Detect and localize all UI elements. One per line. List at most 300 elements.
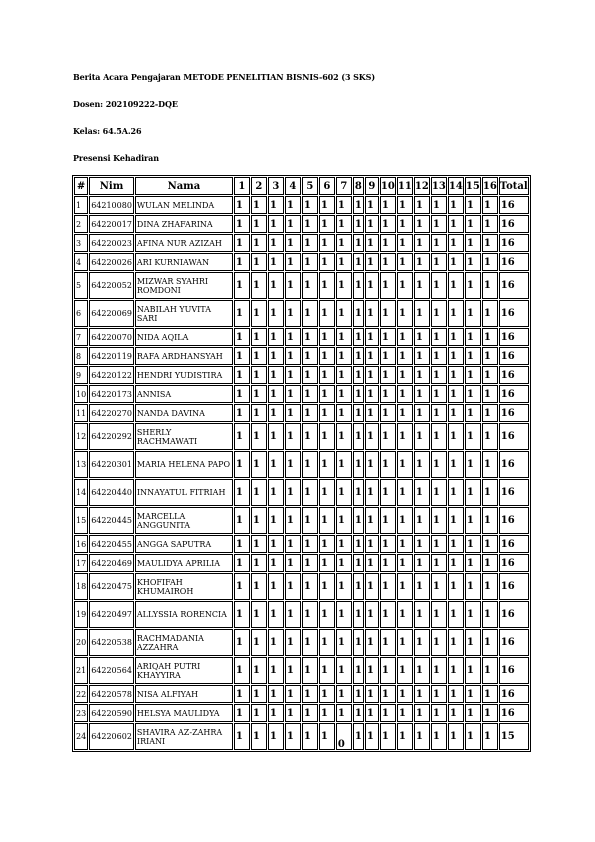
attendance-cell: 1 [268,272,284,299]
row-number: 13 [74,451,88,478]
attendance-cell: 1 [285,657,301,684]
attendance-cell: 1 [431,253,447,271]
attendance-cell: 1 [353,601,364,628]
attendance-cell: 1 [465,723,481,750]
attendance-cell: 1 [482,300,498,327]
attendance-total: 16 [499,366,529,384]
attendance-cell: 1 [365,215,379,233]
table-row [74,328,529,346]
student-name: AFINA NUR AZIZAH [135,234,233,252]
attendance-cell: 1 [234,704,250,722]
student-nim: 64220301 [89,451,134,478]
attendance-cell: 1 [397,601,413,628]
attendance-cell: 1 [482,479,498,506]
attendance-cell: 1 [268,328,284,346]
attendance-cell: 1 [285,328,301,346]
attendance-cell: 1 [448,451,464,478]
attendance-cell: 1 [482,385,498,403]
table-row [74,272,529,299]
attendance-cell: 1 [380,685,396,703]
attendance-cell: 1 [397,629,413,656]
attendance-cell: 1 [268,300,284,327]
student-name: INNAYATUL FITRIAH [135,479,233,506]
attendance-cell: 1 [302,507,318,534]
attendance-cell: 1 [353,196,364,214]
attendance-cell: 1 [380,723,396,750]
attendance-cell: 1 [380,215,396,233]
row-number: 8 [74,347,88,365]
attendance-cell: 1 [319,535,335,553]
attendance-cell: 1 [365,573,379,600]
attendance-total: 16 [499,535,529,553]
col-header-meeting-12: 12 [414,177,430,195]
col-header-meeting-14: 14 [448,177,464,195]
attendance-cell: 1 [414,423,430,450]
attendance-cell: 1 [268,423,284,450]
attendance-cell: 1 [234,300,250,327]
attendance-cell: 1 [465,554,481,572]
attendance-total: 16 [499,300,529,327]
attendance-cell: 1 [234,215,250,233]
attendance-cell: 1 [319,573,335,600]
attendance-cell: 1 [431,554,447,572]
attendance-cell: 1 [414,234,430,252]
student-nim: 64220440 [89,479,134,506]
attendance-cell: 1 [285,704,301,722]
attendance-cell: 1 [414,507,430,534]
row-number: 7 [74,328,88,346]
attendance-total: 15 [499,723,529,750]
student-nim: 64220270 [89,404,134,422]
attendance-cell: 1 [414,385,430,403]
attendance-cell: 1 [465,253,481,271]
attendance-cell: 1 [380,573,396,600]
attendance-cell: 1 [234,554,250,572]
attendance-cell: 1 [365,723,379,750]
attendance-cell: 1 [353,507,364,534]
attendance-cell: 1 [234,234,250,252]
table-row [74,451,529,478]
attendance-cell: 1 [319,347,335,365]
attendance-cell: 1 [234,385,250,403]
col-header-meeting-7: 7 [336,177,352,195]
attendance-cell: 1 [285,272,301,299]
attendance-cell: 1 [448,535,464,553]
table-row [74,685,529,703]
attendance-cell: 1 [234,423,250,450]
attendance-cell: 1 [234,657,250,684]
attendance-cell: 1 [268,685,284,703]
attendance-cell: 1 [353,629,364,656]
col-header-meeting-16: 16 [482,177,498,195]
attendance-cell: 1 [465,451,481,478]
attendance-cell: 1 [414,573,430,600]
attendance-total: 16 [499,272,529,299]
attendance-cell: 1 [336,479,352,506]
attendance-cell: 1 [268,507,284,534]
attendance-cell: 1 [302,404,318,422]
attendance-cell: 1 [482,704,498,722]
attendance-cell: 1 [319,272,335,299]
table-row [74,234,529,252]
attendance-cell: 1 [285,385,301,403]
table-row [74,601,529,628]
attendance-cell: 1 [465,629,481,656]
attendance-cell: 1 [302,300,318,327]
attendance-total: 16 [499,685,529,703]
row-number: 14 [74,479,88,506]
attendance-cell: 1 [465,657,481,684]
student-nim: 64220017 [89,215,134,233]
attendance-cell: 1 [431,347,447,365]
attendance-cell: 1 [380,535,396,553]
attendance-cell: 1 [465,385,481,403]
table-row [74,507,529,534]
attendance-cell: 1 [365,300,379,327]
table-row [74,629,529,656]
student-nim: 64220292 [89,423,134,450]
col-header-meeting-8: 8 [353,177,364,195]
attendance-cell: 1 [465,573,481,600]
attendance-cell: 1 [431,300,447,327]
attendance-cell: 1 [397,704,413,722]
attendance-cell: 1 [414,253,430,271]
attendance-cell: 1 [365,704,379,722]
attendance-cell: 1 [336,234,352,252]
attendance-cell: 1 [448,300,464,327]
attendance-cell: 1 [353,479,364,506]
attendance-cell: 1 [285,215,301,233]
attendance-cell: 1 [414,554,430,572]
attendance-total: 16 [499,328,529,346]
student-nim: 64220026 [89,253,134,271]
table-row [74,423,529,450]
row-number: 15 [74,507,88,534]
attendance-cell: 1 [397,385,413,403]
col-header-meeting-4: 4 [285,177,301,195]
attendance-cell: 1 [336,215,352,233]
attendance-cell: 1 [380,328,396,346]
attendance-cell: 1 [380,300,396,327]
attendance-cell: 1 [448,657,464,684]
attendance-cell: 1 [465,601,481,628]
attendance-cell: 1 [353,215,364,233]
table-row [74,723,529,750]
attendance-cell: 1 [465,423,481,450]
attendance-cell: 1 [268,253,284,271]
attendance-cell: 1 [448,404,464,422]
attendance-cell: 1 [336,451,352,478]
student-name: NABILAH YUVITA SARI [135,300,233,327]
col-header-meeting-11: 11 [397,177,413,195]
attendance-cell: 1 [251,601,267,628]
table-row [74,215,529,233]
attendance-cell: 1 [285,366,301,384]
attendance-cell: 1 [234,366,250,384]
table-row [74,554,529,572]
attendance-cell: 1 [302,366,318,384]
attendance-total: 16 [499,253,529,271]
attendance-cell: 1 [482,272,498,299]
student-nim: 64220119 [89,347,134,365]
attendance-cell: 1 [365,507,379,534]
attendance-cell: 1 [319,451,335,478]
attendance-cell: 1 [302,479,318,506]
attendance-cell: 1 [380,366,396,384]
attendance-cell: 1 [268,196,284,214]
attendance-cell: 1 [251,479,267,506]
attendance-cell: 1 [380,554,396,572]
attendance-cell: 1 [302,272,318,299]
row-number: 20 [74,629,88,656]
attendance-cell: 1 [285,573,301,600]
attendance-cell: 1 [431,404,447,422]
attendance-cell: 1 [302,601,318,628]
row-number: 9 [74,366,88,384]
row-number: 6 [74,300,88,327]
student-nim: 64220023 [89,234,134,252]
attendance-cell: 1 [397,554,413,572]
attendance-cell: 1 [482,196,498,214]
attendance-cell: 1 [302,573,318,600]
attendance-cell: 1 [397,423,413,450]
attendance-total: 16 [499,196,529,214]
attendance-cell: 1 [365,629,379,656]
attendance-cell: 1 [319,253,335,271]
attendance-total: 16 [499,451,529,478]
attendance-cell: 1 [353,385,364,403]
attendance-cell: 1 [448,629,464,656]
attendance-cell: 1 [414,479,430,506]
attendance-cell: 1 [319,657,335,684]
attendance-cell: 1 [448,573,464,600]
attendance-cell: 1 [448,196,464,214]
attendance-cell: 1 [319,196,335,214]
attendance-cell: 1 [414,404,430,422]
row-number: 10 [74,385,88,403]
student-name: MARCELLA ANGGUNITA [135,507,233,534]
attendance-cell: 1 [448,234,464,252]
attendance-cell: 1 [397,404,413,422]
attendance-total: 16 [499,507,529,534]
attendance-cell: 1 [234,507,250,534]
attendance-cell: 1 [234,404,250,422]
student-name: KHOFIFAH KHUMAIROH [135,573,233,600]
student-nim: 64220070 [89,328,134,346]
attendance-cell: 1 [380,657,396,684]
attendance-cell: 1 [465,479,481,506]
row-number: 16 [74,535,88,553]
attendance-cell: 1 [319,423,335,450]
attendance-total: 16 [499,234,529,252]
attendance-cell: 1 [302,385,318,403]
attendance-cell: 1 [336,385,352,403]
attendance-cell: 1 [319,234,335,252]
attendance-total: 16 [499,347,529,365]
attendance-cell: 1 [336,704,352,722]
col-header-meeting-15: 15 [465,177,481,195]
student-nim: 64220602 [89,723,134,750]
attendance-cell: 1 [397,328,413,346]
attendance-cell: 1 [482,685,498,703]
student-nim: 64220173 [89,385,134,403]
attendance-cell: 1 [380,253,396,271]
attendance-cell: 1 [465,300,481,327]
attendance-cell: 1 [380,479,396,506]
attendance-total: 16 [499,629,529,656]
attendance-cell: 1 [448,685,464,703]
attendance-cell: 1 [285,629,301,656]
attendance-total: 16 [499,573,529,600]
attendance-cell: 1 [319,366,335,384]
attendance-cell: 1 [285,723,301,750]
attendance-cell: 1 [365,451,379,478]
attendance-cell: 1 [465,347,481,365]
attendance-cell: 1 [448,347,464,365]
student-nim: 64220497 [89,601,134,628]
col-header-total: Total [499,177,529,195]
attendance-cell: 1 [482,451,498,478]
attendance-total: 16 [499,601,529,628]
student-name: MAULIDYA APRILIA [135,554,233,572]
attendance-cell: 1 [353,554,364,572]
attendance-cell: 1 [465,366,481,384]
attendance-cell: 1 [302,451,318,478]
attendance-cell: 1 [268,573,284,600]
attendance-cell: 1 [251,300,267,327]
attendance-cell: 1 [482,507,498,534]
attendance-cell: 1 [336,347,352,365]
attendance-cell: 1 [448,328,464,346]
attendance-cell: 1 [465,328,481,346]
attendance-cell: 1 [336,535,352,553]
attendance-cell: 1 [431,385,447,403]
class-line: Kelas: 64.5A.26 [73,126,142,136]
attendance-cell: 1 [285,601,301,628]
row-number: 11 [74,404,88,422]
attendance-table [72,175,531,752]
attendance-cell: 1 [302,629,318,656]
attendance-cell: 1 [319,685,335,703]
attendance-cell: 1 [336,507,352,534]
row-number: 5 [74,272,88,299]
table-row [74,385,529,403]
attendance-cell: 1 [448,479,464,506]
col-header-meeting-2: 2 [251,177,267,195]
attendance-cell: 1 [268,554,284,572]
attendance-cell: 1 [414,300,430,327]
attendance-cell: 1 [285,300,301,327]
attendance-cell: 1 [234,601,250,628]
attendance-cell: 1 [380,385,396,403]
attendance-cell: 1 [397,479,413,506]
attendance-cell: 1 [285,196,301,214]
attendance-cell: 1 [448,704,464,722]
attendance-cell: 1 [365,404,379,422]
attendance-cell: 1 [268,366,284,384]
attendance-cell: 1 [431,685,447,703]
attendance-cell: 1 [251,253,267,271]
student-nim: 64220455 [89,535,134,553]
attendance-cell: 1 [380,451,396,478]
student-name: SHERLY RACHMAWATI [135,423,233,450]
attendance-cell: 1 [431,601,447,628]
student-name: ARIQAH PUTRI KHAYYIRA [135,657,233,684]
attendance-cell: 1 [336,272,352,299]
header-row [74,177,529,195]
attendance-cell: 1 [465,272,481,299]
attendance-cell: 1 [414,601,430,628]
attendance-cell: 1 [336,196,352,214]
attendance-cell: 1 [319,723,335,750]
table-row [74,253,529,271]
attendance-cell: 1 [336,554,352,572]
document-title: Berita Acara Pengajaran METODE PENELITIAN BISNIS-602 (3 SKS) [73,72,376,82]
attendance-cell: 1 [465,685,481,703]
attendance-cell: 1 [365,423,379,450]
attendance-cell: 1 [380,272,396,299]
row-number: 22 [74,685,88,703]
attendance-cell: 1 [414,629,430,656]
attendance-cell: 1 [319,601,335,628]
attendance-cell: 1 [414,704,430,722]
attendance-cell: 1 [336,423,352,450]
attendance-cell: 1 [353,347,364,365]
attendance-cell: 1 [353,723,364,750]
attendance-cell: 1 [336,366,352,384]
attendance-cell: 1 [234,272,250,299]
attendance-cell: 1 [251,366,267,384]
student-name: MIZWAR SYAHRI ROMDONI [135,272,233,299]
table-row [74,404,529,422]
row-number: 12 [74,423,88,450]
attendance-cell: 1 [251,404,267,422]
section-heading: Presensi Kehadiran [73,153,159,163]
attendance-cell: 1 [431,328,447,346]
attendance-cell: 1 [336,629,352,656]
student-name: ALLYSSIA RORENCIA [135,601,233,628]
attendance-cell: 1 [365,479,379,506]
attendance-cell: 1 [251,234,267,252]
attendance-cell: 1 [397,272,413,299]
student-name: NIDA AQILA [135,328,233,346]
attendance-cell: 1 [268,657,284,684]
attendance-cell: 1 [285,253,301,271]
attendance-cell: 1 [431,234,447,252]
student-nim: 64220538 [89,629,134,656]
attendance-cell: 1 [268,479,284,506]
attendance-cell: 1 [353,657,364,684]
row-number: 4 [74,253,88,271]
attendance-cell: 1 [482,423,498,450]
row-number: 18 [74,573,88,600]
attendance-cell: 1 [268,601,284,628]
attendance-cell: 1 [397,573,413,600]
attendance-cell: 1 [397,451,413,478]
attendance-total: 16 [499,404,529,422]
attendance-cell: 1 [365,234,379,252]
attendance-cell: 1 [431,723,447,750]
student-name: MARIA HELENA PAPO [135,451,233,478]
attendance-cell: 1 [319,704,335,722]
attendance-cell: 1 [380,196,396,214]
attendance-cell: 1 [465,215,481,233]
table-row [74,573,529,600]
attendance-cell: 1 [380,507,396,534]
attendance-cell: 1 [353,253,364,271]
attendance-cell: 1 [268,404,284,422]
student-name: NANDA DAVINA [135,404,233,422]
